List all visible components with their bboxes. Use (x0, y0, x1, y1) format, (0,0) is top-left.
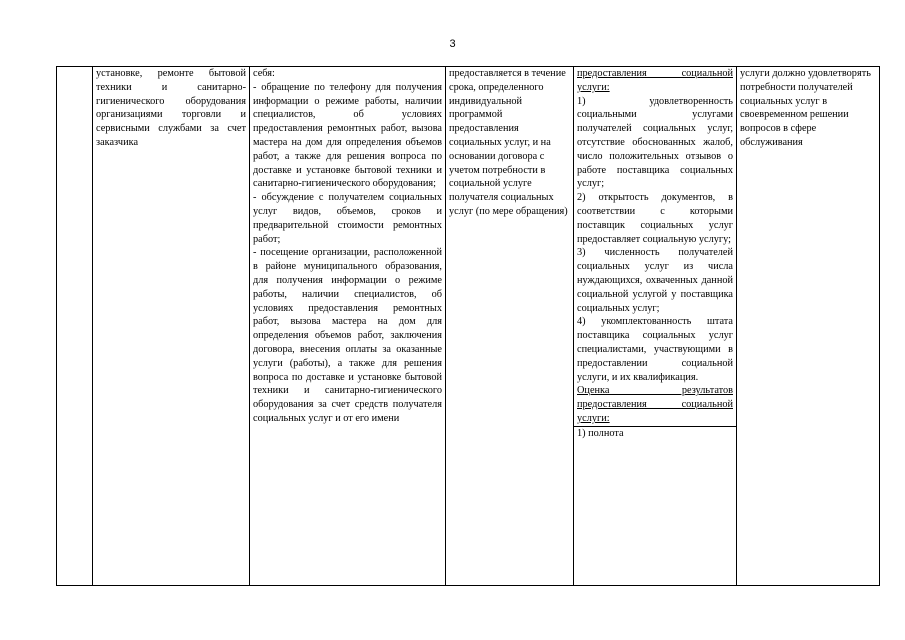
description-paragraph: - обсуждение с получателем социальных услуг видов, объемов, сроков и предварительной стоимости ремонтных работ; (253, 192, 442, 245)
cell-service-name: установке, ремонте бытовой техники и санитарно-гигиенического оборудования организациями торговли и сервисными службами за счет заказчика (93, 67, 250, 586)
services-table (56, 66, 880, 586)
evaluation-heading: Оценка результатов предоставления социальной услуги: (577, 385, 733, 424)
cell-service-conditions: услуги должно удовлетворять потребности получателей социальных услуг в своевременном решении вопросов в сфере обслуживания (737, 67, 880, 586)
cell-service-terms: предоставляется в течение срока, определенного индивидуальной программой предоставления социальных услуг, и на основании договора с учетом потребности в социальной услуге получателя социальных услуг (по мере обращения) (446, 67, 574, 586)
indicator-item: 1) удовлетворенность социальными услугами получателей социальных услуг, отсутствие обоснованных жалоб, число положительных отзывов о работе поставщика социальных услуг; (577, 95, 733, 190)
indicators-heading: предоставления социальной услуги: (577, 68, 733, 93)
table-row (57, 67, 880, 586)
description-paragraph: - посещение организации, расположенной в районе муниципального образования, для получения информации о режиме работы, наличии специалистов, об условиях предоставления ремонтных работ, вызова мастера на дом для определения объемов работ, заключения договора, внесения оплаты за оказанные услуги (работы), а также для решения вопроса по доставке и установке бытовой техники и санитарно-гигиенического оборудования за счет средств получателя социальных услуг и от его имени (253, 247, 442, 424)
indicator-item: 4) укомплектованность штата поставщика социальных услуг специалистами, участвующими в предоставлении социальной услуги, и их квалификация. (577, 316, 733, 383)
indicator-item: 2) открытость документов, в соответствии с которыми поставщик социальных услуг предоставляет социальную услугу; (577, 192, 733, 245)
cell-service-description (250, 67, 446, 586)
evaluation-item: 1) полнота (574, 426, 736, 441)
description-paragraph: себя: (253, 68, 275, 79)
description-paragraph: - обращение по телефону для получения информации о режиме работы, наличии специалистов, об условиях предоставления ремонтных работ, вызова мастера на дом для определения объемов работ, а также для решения вопроса по доставке и установке бытовой техники и санитарно-гигиенического оборудования; (253, 81, 442, 190)
page-number: 3 (449, 38, 456, 50)
cell-number (57, 67, 93, 586)
service-description-text (253, 67, 442, 426)
indicator-item: 3) численность получателей социальных услуг из числа нуждающихся, охваченных данной социальной услугой у поставщика социальных услуг; (577, 247, 733, 314)
cell-quality-indicators (574, 67, 737, 586)
